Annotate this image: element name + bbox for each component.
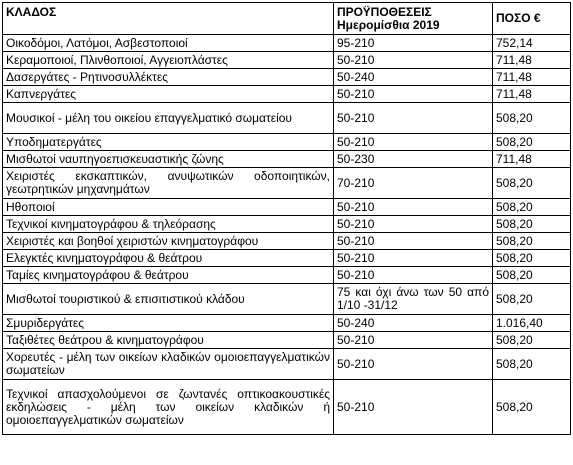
table-row [3,284,571,315]
amount-cell: 508,20 [493,199,571,216]
sector-cell: Ταμίες κινηματογράφου & θεάτρου [3,267,334,284]
table-row [3,315,571,332]
sector-cell: Οικοδόμοι, Λατόμοι, Ασβεστοποιοί [3,35,334,52]
table-row [3,267,571,284]
table-row [3,199,571,216]
table-row [3,86,571,103]
sector-cell: Μισθωτοί τουριστικού & επισιτιστικού κλάδου [3,284,334,315]
sector-cell: Χορευτές - μέλη των οικείων κλαδικών ομοιοεπαγγελματικών σωματείων [3,349,334,380]
amount-cell: 508,20 [493,349,571,380]
condition-cell: 50-240 [334,69,493,86]
condition-cell: 50-210 [334,267,493,284]
amount-cell: 711,48 [493,69,571,86]
amount-cell: 508,20 [493,380,571,435]
sector-cell: Υποδηματεργάτες [3,134,334,151]
condition-cell: 50-210 [334,349,493,380]
sector-cell: Ελεγκτές κινηματογράφου & θεάτρου [3,250,334,267]
table-row [3,103,571,134]
header-sector: ΚΛΑΔΟΣ [3,3,334,35]
amount-cell: 508,20 [493,103,571,134]
condition-cell: 50-210 [334,380,493,435]
condition-cell: 50-210 [334,134,493,151]
sector-cell: Ηθοποιοί [3,199,334,216]
sector-cell: Τεχνικοί κινηματογράφου & τηλεόρασης [3,216,334,233]
condition-cell: 50-210 [334,216,493,233]
header-conditions: ΠΡΟΫΠΟΘΕΣΕΙΣ Ημερομίσθια 2019 [334,3,493,35]
amount-cell: 711,48 [493,52,571,69]
sector-cell: Χειριστές εκσκαπτικών, ανυψωτικών οδοποιητικών, γεωτρητικών μηχανημάτων [3,168,334,199]
amount-cell: 508,20 [493,216,571,233]
condition-cell: 75 και όχι άνω των 50 από 1/10 -31/12 [334,284,493,315]
sector-cell: Μουσικοί - μέλη του οικείου επαγγελματικό σωματείου [3,103,334,134]
amount-cell: 508,20 [493,267,571,284]
condition-cell: 50-210 [334,199,493,216]
condition-cell: 50-210 [334,86,493,103]
condition-cell: 70-210 [334,168,493,199]
condition-cell: 50-210 [334,103,493,134]
condition-cell: 50-240 [334,315,493,332]
sector-cell: Χειριστές και βοηθοί χειριστών κινηματογράφου [3,233,334,250]
amount-cell: 508,20 [493,284,571,315]
amount-cell: 508,20 [493,168,571,199]
table-row [3,349,571,380]
amount-cell: 752,14 [493,35,571,52]
sector-cell: Μισθωτοί ναυπηγοεπισκευαστικής ζώνης [3,151,334,168]
amount-cell: 1.016,40 [493,315,571,332]
sector-cell: Ταξιθέτες θεάτρου & κινηματογράφου [3,332,334,349]
header-row [3,3,571,35]
table-row [3,69,571,86]
table-row [3,233,571,250]
condition-cell: 50-210 [334,233,493,250]
amount-cell: 508,20 [493,134,571,151]
amount-cell: 508,20 [493,332,571,349]
table-row [3,216,571,233]
condition-cell: 50-210 [334,332,493,349]
table-row [3,151,571,168]
sector-cell: Καπνεργάτες [3,86,334,103]
table-row [3,134,571,151]
table-row [3,332,571,349]
benefits-table [2,2,571,435]
sector-cell: Κεραμοποιοί, Πλινθοποιοί, Αγγειοπλάστες [3,52,334,69]
sector-cell: Σμυριδεργάτες [3,315,334,332]
amount-cell: 508,20 [493,250,571,267]
table-row [3,168,571,199]
amount-cell: 711,48 [493,151,571,168]
table-row [3,35,571,52]
header-amount: ΠΟΣΟ € [493,3,571,35]
table-row [3,250,571,267]
condition-cell: 50-210 [334,52,493,69]
condition-cell: 95-210 [334,35,493,52]
table-row [3,52,571,69]
condition-cell: 50-210 [334,250,493,267]
amount-cell: 508,20 [493,233,571,250]
sector-cell: Τεχνικοί απασχολούμενοι σε ζωντανές οπτικοακουστικές εκδηλώσεις - μέλη των οικείων κλαδικών ή ομοιοεπαγγελματικών σωματείων [3,380,334,435]
table-row [3,380,571,435]
sector-cell: Δασεργάτες - Ρητινοσυλλέκτες [3,69,334,86]
condition-cell: 50-230 [334,151,493,168]
amount-cell: 711,48 [493,86,571,103]
